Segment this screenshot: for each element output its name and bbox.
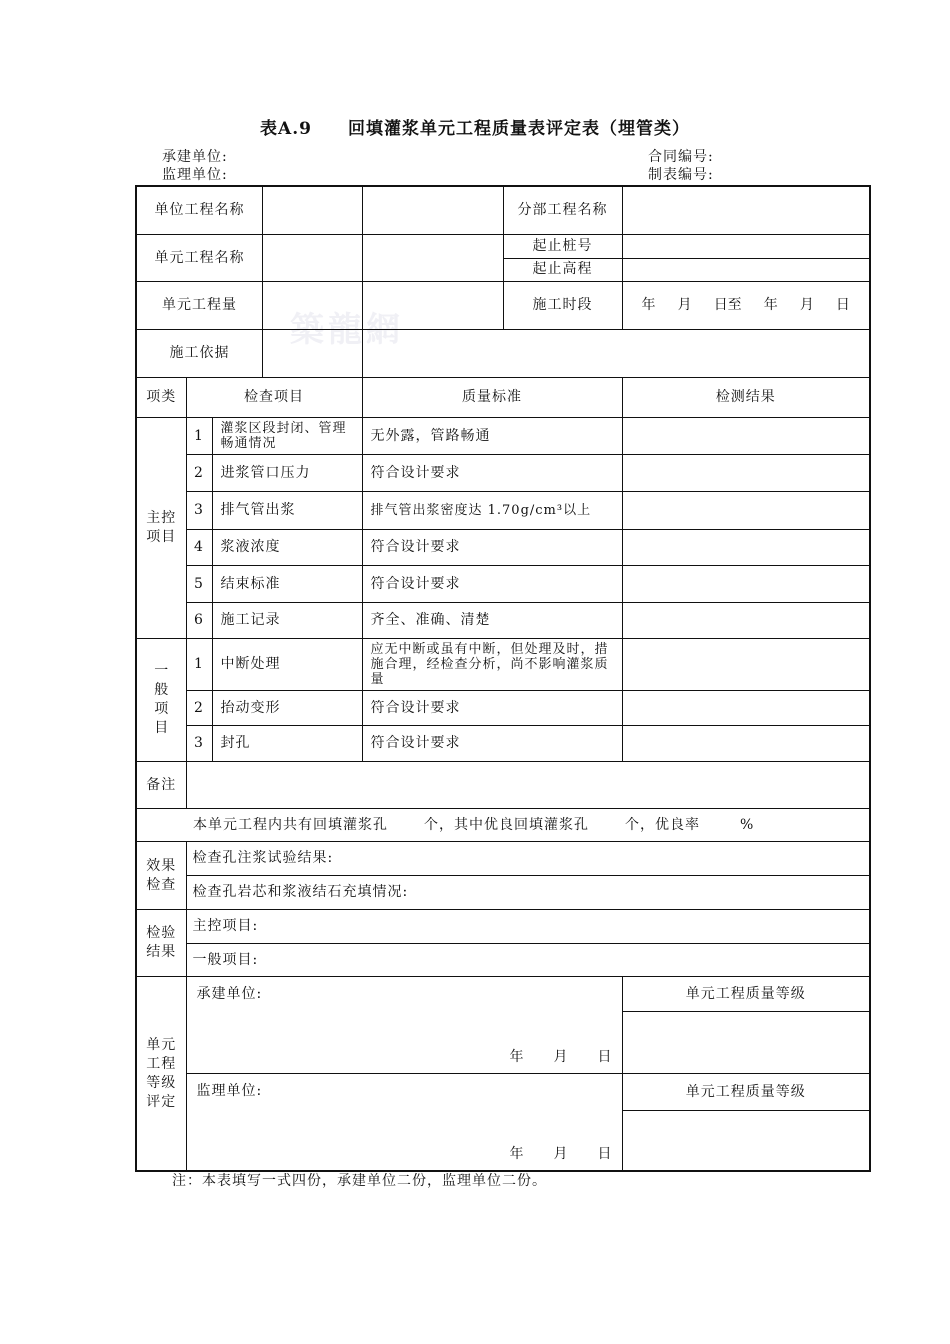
effect-check-row-1 <box>136 842 870 876</box>
supervisor-sign-cell[interactable] <box>186 1074 622 1172</box>
check-item-name: 灌浆区段封闭、管理畅通情况 <box>212 418 362 455</box>
contractor-grade-value[interactable] <box>623 1012 870 1073</box>
date-month: 月 <box>553 1049 568 1065</box>
supervisor-grade-value[interactable] <box>623 1111 870 1170</box>
item-number: 4 <box>186 530 212 566</box>
date-month: 月 <box>553 1146 568 1162</box>
form-number-label: 制表编号: <box>648 167 714 183</box>
test-result-cell[interactable] <box>622 639 870 691</box>
inspection-result-row-1 <box>136 910 870 944</box>
item-number: 6 <box>186 603 212 639</box>
inspection-result-label: 检验结果 <box>136 910 186 977</box>
contractor-sign-cell[interactable] <box>186 977 622 1074</box>
effect-check-label: 效果检查 <box>136 842 186 910</box>
sub-project-name-value[interactable] <box>622 186 870 235</box>
quality-standard: 符合设计要求 <box>362 726 622 762</box>
item-number: 3 <box>186 492 212 530</box>
element-quantity-cell <box>136 282 362 330</box>
quality-standard: 齐全、准确、清楚 <box>362 603 622 639</box>
summary-statement <box>136 809 870 842</box>
item-number: 1 <box>186 639 212 691</box>
info-row-unit-project <box>136 186 870 235</box>
start-end-elevation-label: 起止高程 <box>532 261 593 278</box>
contractor-label: 承建单位: <box>162 149 228 165</box>
period-year-1: 年 <box>641 297 656 313</box>
contractor-grade-label: 单元工程质量等级 <box>623 977 870 1012</box>
grading-label: 单元工程等级评定 <box>136 977 186 1172</box>
construction-basis-cell <box>136 330 362 378</box>
item-number: 1 <box>186 418 212 455</box>
table-row <box>136 530 870 566</box>
table-row <box>136 418 870 455</box>
summary-percent: % <box>740 816 755 833</box>
check-item-name: 中断处理 <box>212 639 362 691</box>
test-result-cell[interactable] <box>622 726 870 762</box>
table-row <box>136 603 870 639</box>
result-header: 检测结果 <box>622 378 870 418</box>
start-end-stake-value[interactable] <box>623 235 870 259</box>
item-number: 3 <box>186 726 212 762</box>
period-month-1: 月 <box>677 297 692 313</box>
check-item-header: 检查项目 <box>186 378 362 418</box>
construction-period-cell <box>362 282 622 330</box>
inspection-result-row-2 <box>136 944 870 977</box>
quality-standard: 排气管出浆密度达 1.70g/cm³以上 <box>362 492 622 530</box>
check-item-name: 施工记录 <box>212 603 362 639</box>
test-result-cell[interactable] <box>622 530 870 566</box>
contractor-sign-date <box>480 1050 612 1065</box>
contractor-sign-label: 承建单位: <box>196 986 263 1002</box>
quality-standard: 应无中断或虽有中断，但处理及时，措施合理，经检查分析，尚不影响灌浆质量 <box>362 639 622 691</box>
check-item-name: 结束标准 <box>212 566 362 603</box>
table-row <box>136 691 870 726</box>
item-number: 2 <box>186 691 212 726</box>
summary-part-2: 个，其中优良回填灌浆孔 <box>424 816 589 833</box>
date-day: 日 <box>597 1146 612 1162</box>
quality-standard: 符合设计要求 <box>362 566 622 603</box>
table-row <box>136 639 870 691</box>
test-result-cell[interactable] <box>622 418 870 455</box>
test-result-cell[interactable] <box>622 566 870 603</box>
stake-elevation-values <box>622 235 870 282</box>
supervisor-label: 监理单位: <box>162 167 228 183</box>
contract-number-label: 合同编号: <box>648 149 714 165</box>
construction-period-label: 施工时段 <box>503 282 622 329</box>
period-month-2: 月 <box>799 297 814 313</box>
element-project-cell <box>136 235 362 282</box>
period-day-2: 日 <box>835 297 850 313</box>
item-number: 5 <box>186 566 212 603</box>
date-day: 日 <box>597 1049 612 1065</box>
construction-period-value[interactable] <box>622 282 870 330</box>
quality-standard: 符合设计要求 <box>362 530 622 566</box>
construction-basis-label: 施工依据 <box>137 330 263 377</box>
page-title: 表A.9 回填灌浆单元工程质量表评定表（埋管类） <box>260 119 690 139</box>
date-year: 年 <box>509 1146 524 1162</box>
summary-part-3: 个，优良率 <box>625 816 700 833</box>
remarks-row <box>136 762 870 809</box>
supervisor-grade-label: 单元工程质量等级 <box>623 1074 870 1111</box>
sub-project-name-label: 分部工程名称 <box>503 187 622 234</box>
remarks-label: 备注 <box>136 762 186 809</box>
remarks-value[interactable] <box>186 762 870 809</box>
check-item-name: 进浆管口压力 <box>212 455 362 492</box>
quality-evaluation-table <box>135 185 871 1172</box>
element-project-name-label: 单元工程名称 <box>137 235 263 281</box>
unit-project-name-value[interactable] <box>263 187 362 234</box>
general-items-result[interactable]: 一般项目: <box>186 944 870 977</box>
info-row-element-project <box>136 235 870 282</box>
core-filling-status[interactable]: 检查孔岩芯和浆液结石充填情况: <box>186 876 870 910</box>
watermark: 築龍網 <box>290 310 404 350</box>
standard-header: 质量标准 <box>362 378 622 418</box>
grading-contractor-row <box>136 977 870 1074</box>
sub-project-cell <box>362 186 622 235</box>
unit-project-name-label <box>136 186 362 235</box>
grouting-test-result[interactable]: 检查孔注浆试验结果: <box>186 842 870 876</box>
check-item-name: 抬动变形 <box>212 691 362 726</box>
effect-check-row-2 <box>136 876 870 910</box>
quality-standard: 符合设计要求 <box>362 691 622 726</box>
item-number: 2 <box>186 455 212 492</box>
check-item-name: 浆液浓度 <box>212 530 362 566</box>
footnote: 注：本表填写一式四份，承建单位二份，监理单位二份。 <box>172 1173 547 1189</box>
category-header: 项类 <box>136 378 186 418</box>
unit-project-name-text: 单位工程名称 <box>137 187 263 234</box>
quality-standard: 符合设计要求 <box>362 455 622 492</box>
stake-elevation-cell <box>362 235 622 282</box>
info-row-basis <box>136 330 870 378</box>
start-end-stake-label: 起止桩号 <box>504 235 622 259</box>
period-day-to: 日至 <box>713 297 742 313</box>
table-row <box>136 726 870 762</box>
test-result-cell[interactable] <box>622 603 870 639</box>
general-items-label: 一般项目 <box>136 639 186 762</box>
summary-part-1: 本单元工程内共有回填灌浆孔 <box>193 816 388 833</box>
column-header-row <box>136 378 870 418</box>
test-result-cell[interactable] <box>622 492 870 530</box>
period-year-2: 年 <box>763 297 778 313</box>
grading-supervisor-row <box>136 1074 870 1172</box>
quality-standard: 无外露，管路畅通 <box>362 418 622 455</box>
element-project-name-value[interactable] <box>263 235 362 281</box>
check-item-name: 封孔 <box>212 726 362 762</box>
main-control-label: 主控项目 <box>136 418 186 639</box>
element-quantity-value[interactable] <box>263 282 362 329</box>
test-result-cell[interactable] <box>622 455 870 492</box>
summary-row <box>136 809 870 842</box>
supervisor-sign-label: 监理单位: <box>196 1083 263 1099</box>
main-control-result[interactable]: 主控项目: <box>186 910 870 944</box>
supervisor-sign-date <box>480 1147 612 1162</box>
construction-basis-value[interactable] <box>362 330 870 378</box>
info-row-quantity <box>136 282 870 330</box>
table-row <box>136 566 870 603</box>
element-quantity-label: 单元工程量 <box>137 282 263 329</box>
start-end-elevation-value[interactable] <box>623 259 870 282</box>
contractor-grade-cell <box>622 977 870 1074</box>
table-row <box>136 455 870 492</box>
supervisor-grade-cell <box>622 1074 870 1172</box>
check-item-name: 排气管出浆 <box>212 492 362 530</box>
table-row <box>136 492 870 530</box>
test-result-cell[interactable] <box>622 691 870 726</box>
date-year: 年 <box>509 1049 524 1065</box>
